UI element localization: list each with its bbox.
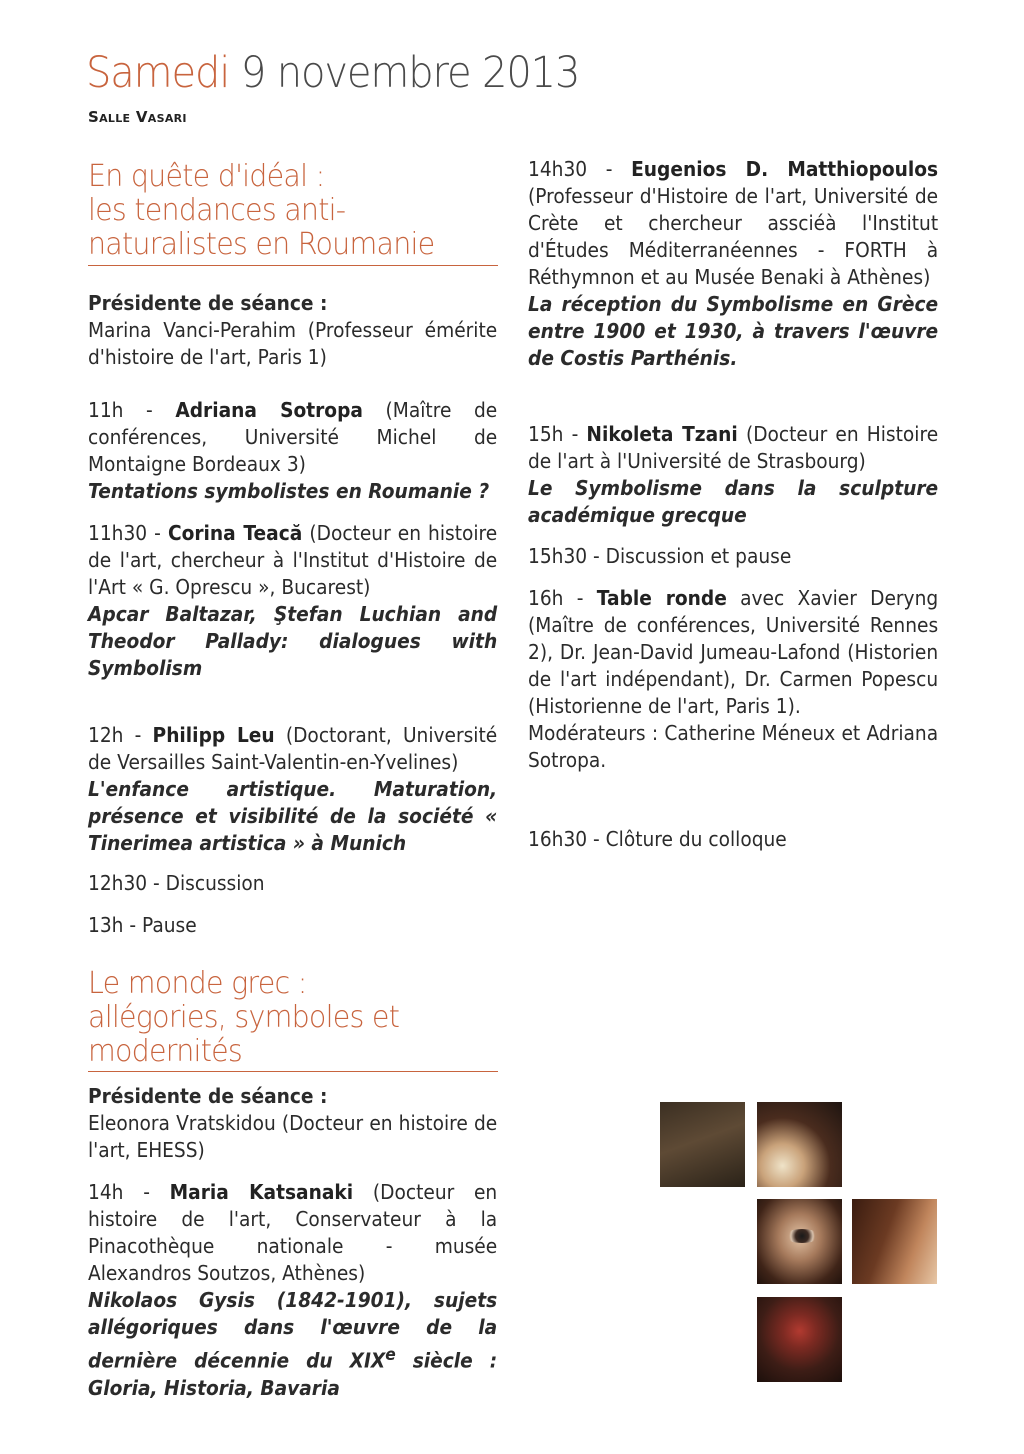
talk-title [88, 1287, 497, 1402]
discussion-item: 12h30 - Discussion [88, 871, 265, 895]
section-title-line: naturalistes en Roumanie [88, 227, 435, 262]
talk-speaker: Corina Teacă [167, 521, 303, 545]
talk-title: Apcar Baltazar, Ştefan Luchian and Theodor Pallady: dialogues with Symbolism [88, 602, 498, 680]
section-title-line: les tendances anti- [88, 193, 346, 228]
date-rest: 9 novembre 2013 [240, 48, 580, 98]
talk-time: 14h - [88, 1180, 150, 1204]
talk-title-superscript: e [385, 1345, 396, 1364]
pause-item: 13h - Pause [88, 913, 197, 937]
date-day: Samedi [86, 48, 230, 98]
talk-affiliation: (Maître de conférences, Université Michel de Montaigne Bordeaux 3) [88, 398, 498, 476]
talk-title: L'enfance artistique. Maturation, présence et visibilité de la société « Tinerimea artistica » à Munich [88, 777, 498, 855]
section-title-romania [88, 160, 478, 262]
talk-tzani [528, 421, 938, 529]
talk-sotropa [88, 397, 497, 505]
talk-title-main: Nikolaos Gysis (1842-1901), sujets allégoriques dans l'œuvre de la dernière décennie du XIX [88, 1288, 498, 1373]
talk-leu [88, 722, 497, 857]
session-chair [88, 290, 497, 371]
talk-time: 11h30 - [88, 521, 161, 545]
painting-fragment-lips-image [757, 1297, 842, 1382]
roundtable-label: Table ronde [596, 586, 727, 610]
talk-title: Le Symbolisme dans la sculpture académique grecque [528, 476, 939, 527]
section-divider [88, 1071, 498, 1072]
roundtable [528, 585, 938, 774]
talk-speaker: Philipp Leu [152, 723, 275, 747]
talk-title-end: siècle : Gloria, Historia, Bavaria [88, 1348, 498, 1400]
talk-title: Tentations symbolistes en Roumanie ? [88, 479, 490, 503]
talk-speaker: Maria Katsanaki [169, 1180, 354, 1204]
talk-affiliation: (Doctorant, Université de Versailles Saint-Valentin-en-Yvelines) [88, 723, 498, 774]
painting-fragment-dark-image [660, 1102, 745, 1187]
section-title-line: En quête d'idéal : [88, 159, 325, 194]
talk-speaker: Adriana Sotropa [175, 398, 363, 422]
section-title-line: modernités [88, 1034, 242, 1069]
painting-fragment-eye-image [757, 1199, 842, 1284]
talk-time: 15h - [528, 422, 579, 446]
session-chair [88, 1083, 497, 1164]
talk-time: 12h - [88, 723, 142, 747]
section-divider [88, 265, 498, 266]
eye-detail [785, 1229, 819, 1243]
roundtable-text: avec Xavier Deryng (Maître de conférences, Université Rennes 2), Dr. Jean-David Jumeau-Lafond (Historien de l'art indépendant), Dr. Carmen Popescu (Historienne de l'art, Paris 1). [528, 586, 939, 718]
talk-matthiopoulos [528, 156, 938, 372]
discussion-item: 15h30 - Discussion et pause [528, 544, 792, 568]
roundtable-moderators: Modérateurs : Catherine Méneux et Adriana Sotropa. [528, 721, 939, 772]
talk-teaca [88, 520, 497, 682]
talk-affiliation: (Docteur en Histoire de l'art à l'Université de Strasbourg) [528, 422, 939, 473]
talk-speaker: Nikoleta Tzani [586, 422, 738, 446]
painting-fragment-face-image [757, 1102, 842, 1187]
chair-name: Eleonora Vratskidou (Docteur en histoire de l'art, EHESS) [88, 1111, 498, 1162]
talk-affiliation: (Docteur en histoire de l'art, chercheur à l'Institut d'Histoire de l'Art « G. Oprescu », Bucarest) [88, 521, 498, 599]
talk-katsanaki [88, 1179, 497, 1402]
talk-speaker: Eugenios D. Matthiopoulos [631, 157, 939, 181]
room-name: Salle Vasari [88, 108, 187, 126]
closing-item: 16h30 - Clôture du colloque [528, 827, 787, 851]
page-title [86, 48, 580, 98]
talk-time: 14h30 - [528, 157, 613, 181]
talk-affiliation: (Docteur en histoire de l'art, Conservateur à la Pinacothèque nationale - musée Alexandros Soutzos, Athènes) [88, 1180, 498, 1285]
painting-fragment-cheek-image [852, 1199, 937, 1284]
chair-label: Présidente de séance : [88, 1084, 328, 1108]
roundtable-time: 16h - [528, 586, 584, 610]
talk-title: La réception du Symbolisme en Grèce entre 1900 et 1930, à travers l'œuvre de Costis Parthénis. [528, 292, 939, 370]
chair-label: Présidente de séance : [88, 291, 328, 315]
chair-name: Marina Vanci-Perahim (Professeur émérite d'histoire de l'art, Paris 1) [88, 318, 498, 369]
talk-time: 11h - [88, 398, 153, 422]
talk-affiliation: (Professeur d'Histoire de l'art, Université de Crète et chercheur assciéà l'Institut d'Études Méditerranéennes - FORTH à Réthymnon et au Musée Benaki à Athènes) [528, 184, 939, 289]
section-title-greece [88, 967, 478, 1069]
section-title-line: Le monde grec : [88, 966, 307, 1001]
section-title-line: allégories, symboles et [88, 1000, 400, 1035]
